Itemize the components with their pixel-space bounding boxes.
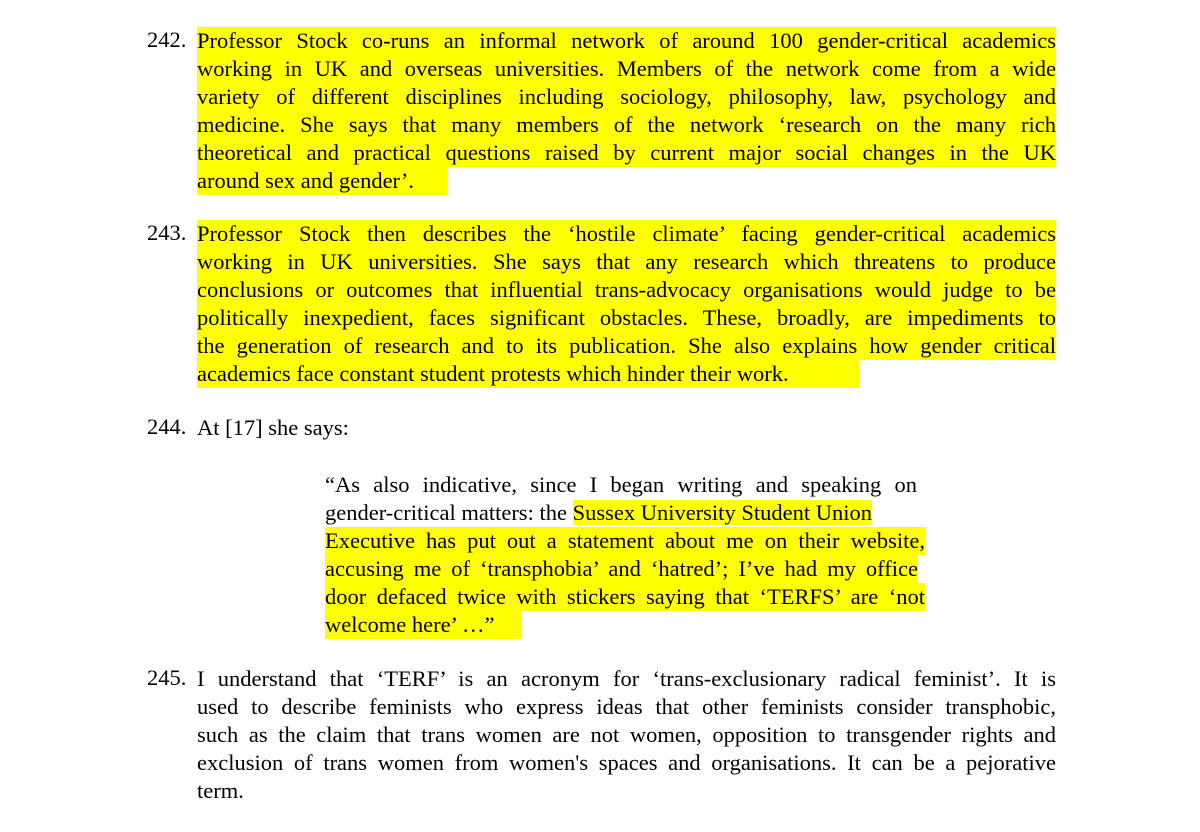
quote-line: Executive has put out a statement about me on their website, (325, 528, 925, 553)
paragraph-line: used to describe feminists who express ideas that other feminists consider transphobic, (197, 694, 1056, 719)
paragraph-line: term. (197, 778, 244, 803)
paragraph-line: conclusions or outcomes that influential trans-advocacy organisations would judge to be (197, 277, 1056, 302)
paragraph-line: At [17] she says: (197, 415, 349, 440)
paragraph-line: theoretical and practical questions raised by current major social changes in the UK (197, 140, 1056, 165)
quote-line (325, 499, 925, 527)
quote-text: gender-critical matters: the (325, 500, 573, 525)
paragraph-line: working in UK and overseas universities. Members of the network come from a wide (197, 56, 1056, 81)
paragraph-number: 242. (147, 27, 187, 52)
paragraph-line: working in UK universities. She says that any research which threatens to produce (197, 249, 1056, 274)
quote-line: door defaced twice with stickers saying that ‘TERFS’ are ‘not (325, 584, 925, 609)
paragraph-line: exclusion of trans women from women's spaces and organisations. It can be a pejorative (197, 750, 1056, 775)
paragraph-line: around sex and gender’. (197, 167, 447, 195)
quote-line: welcome here’ …” (325, 611, 521, 639)
paragraph-number: 244. (147, 414, 187, 439)
quote-line: accusing me of ‘transphobia’ and ‘hatred’; I’ve had my office (325, 556, 918, 581)
paragraph-line: variety of different disciplines including sociology, philosophy, law, psychology and (197, 84, 1056, 109)
paragraph-line: medicine. She says that many members of the network ‘research on the many rich (197, 112, 1056, 137)
paragraph-number: 243. (147, 220, 187, 245)
quote-line: “As also indicative, since I began writing and speaking on (325, 472, 917, 497)
paragraph-line: the generation of research and to its publication. She also explains how gender critical (197, 333, 1056, 358)
paragraph-line: Professor Stock co-runs an informal network of around 100 gender-critical academics (197, 28, 1056, 53)
paragraph-line: politically inexpedient, faces significant obstacles. These, broadly, are impediments to (197, 305, 1056, 330)
paragraph-line: academics face constant student protests which hinder their work. (197, 360, 859, 388)
paragraph-line: Professor Stock then describes the ‘hostile climate’ facing gender-critical academics (197, 221, 1056, 246)
paragraph-line: I understand that ‘TERF’ is an acronym for ‘trans-exclusionary radical feminist’. It is (197, 666, 1056, 691)
quote-highlight: Sussex University Student Union (572, 500, 872, 525)
paragraph-number: 245. (147, 665, 187, 690)
paragraph-line: such as the claim that trans women are not women, opposition to transgender rights and (197, 722, 1056, 747)
